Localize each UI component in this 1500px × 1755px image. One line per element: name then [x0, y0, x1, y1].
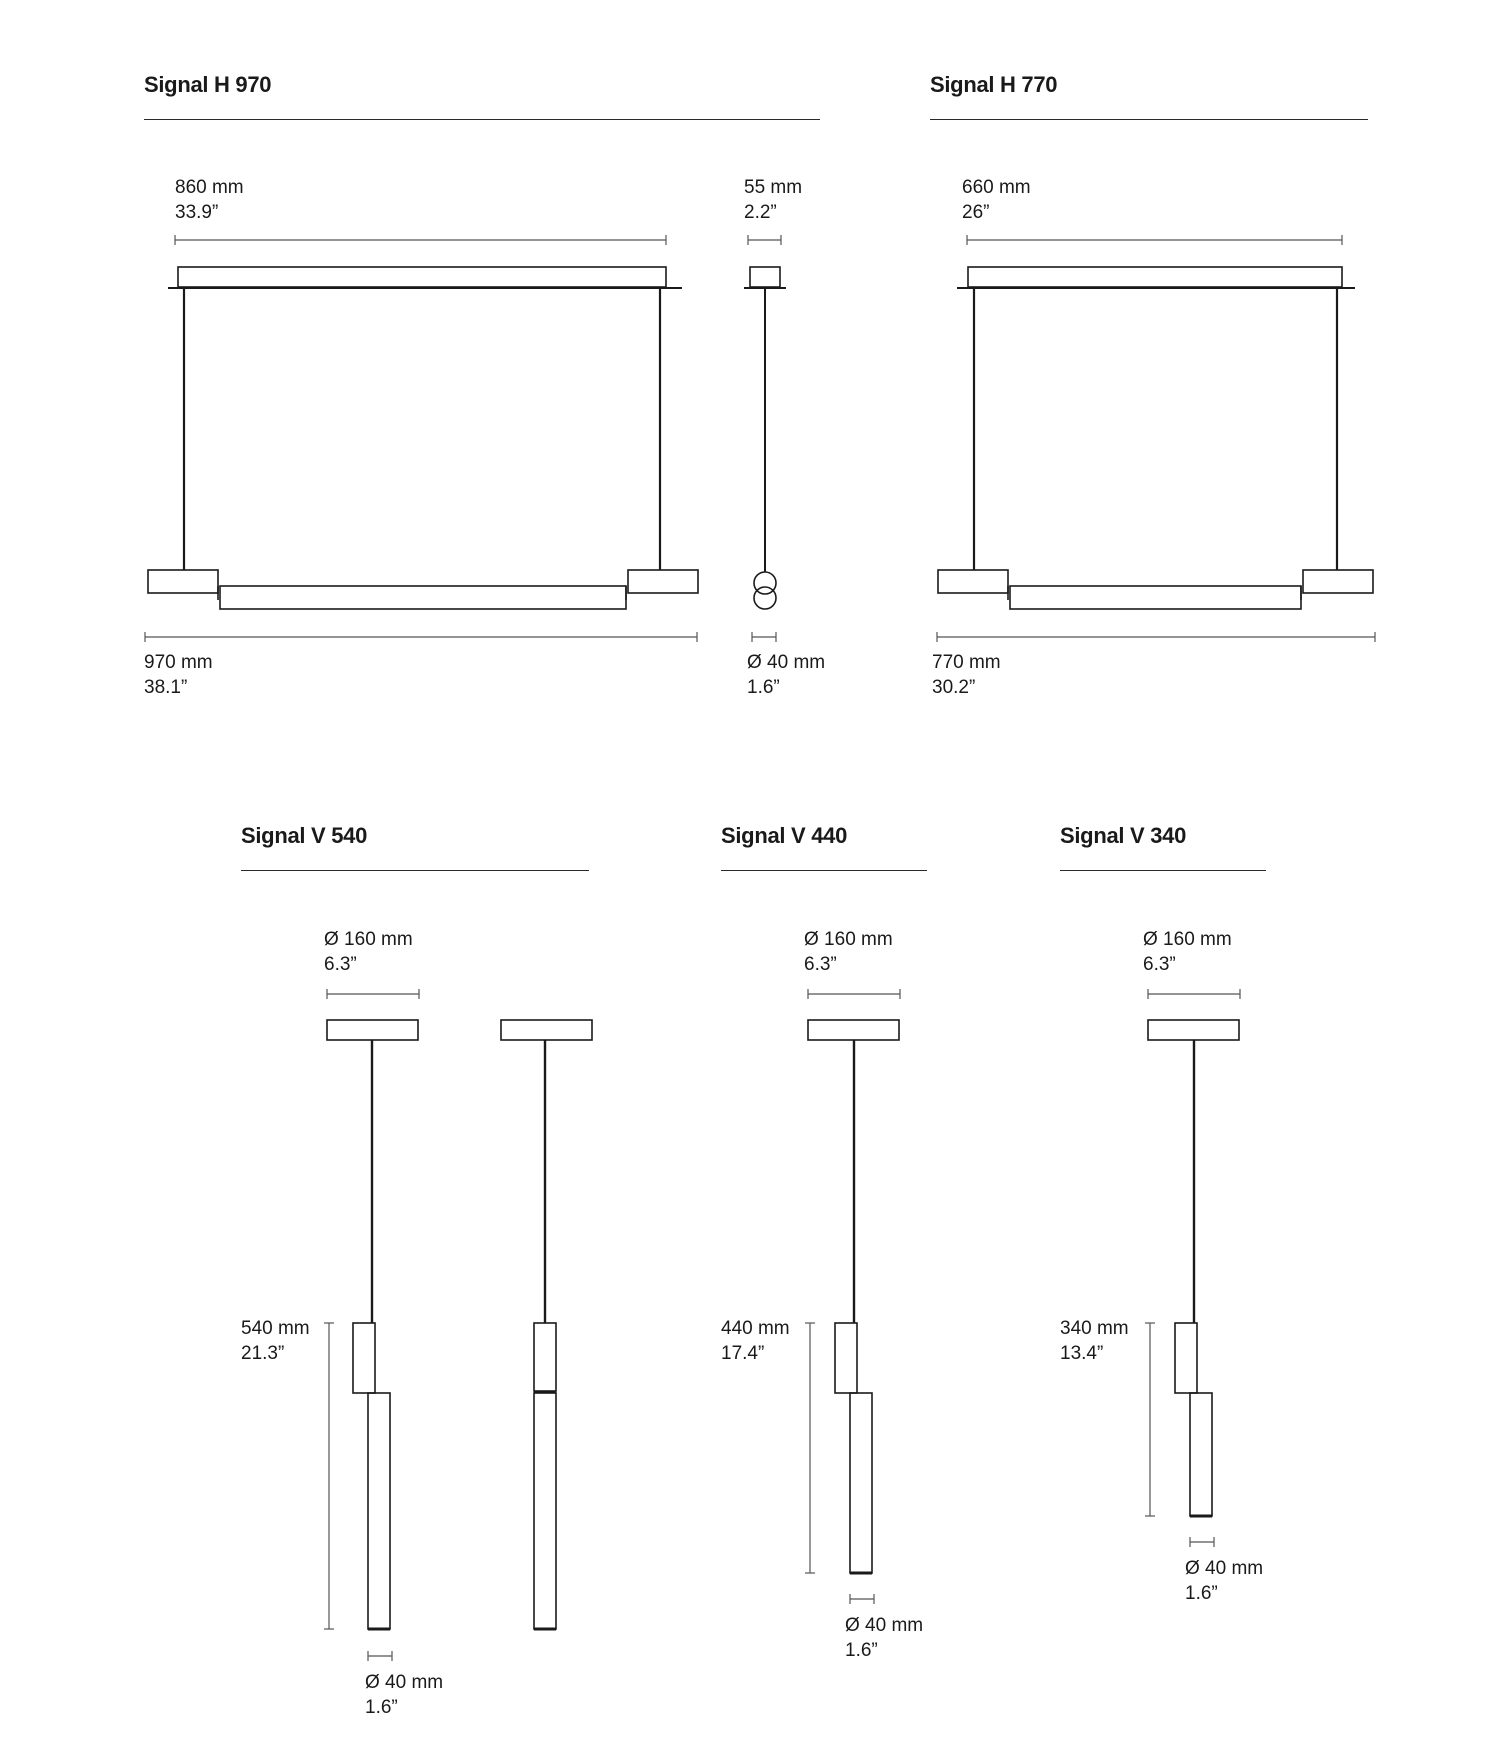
- dim-v340-diam-in: 1.6”: [1185, 1583, 1218, 1604]
- dim-v540-height-in: 21.3”: [241, 1343, 285, 1364]
- dim-h970-diam-mm: Ø 40 mm: [747, 652, 826, 673]
- v340-upper-segment: [1175, 1323, 1197, 1393]
- v440-upper-segment: [835, 1323, 857, 1393]
- dimline-v440-canopy: [808, 989, 900, 999]
- v340-lower-segment: [1190, 1393, 1212, 1516]
- v440-lower-segment: [850, 1393, 872, 1573]
- dim-h770-width-in: 26”: [962, 202, 990, 223]
- drawing-v440: [805, 989, 900, 1604]
- dimline-h970-diam: [752, 632, 776, 642]
- dim-h770-length-in: 30.2”: [932, 677, 976, 698]
- v540-upper-segment: [353, 1323, 375, 1393]
- dim-h770-width-mm: 660 mm: [962, 177, 1031, 198]
- dimline-v340-diam: [1190, 1537, 1214, 1547]
- dim-v340-height-in: 13.4”: [1060, 1343, 1104, 1364]
- drawing-v540-front: [324, 989, 419, 1661]
- dim-v540-height-mm: 540 mm: [241, 1318, 310, 1339]
- dimline-v340-height: [1145, 1323, 1155, 1516]
- dimline-v540-diam: [368, 1651, 392, 1661]
- dim-v340-canopy-mm: Ø 160 mm: [1143, 929, 1232, 950]
- title-v540: Signal V 540: [241, 823, 368, 848]
- v540-canopy: [327, 1020, 418, 1040]
- h970-end-right: [628, 570, 698, 593]
- dimline-h770-width: [967, 235, 1342, 245]
- v340-canopy: [1148, 1020, 1239, 1040]
- drawing-h770-front: [937, 235, 1375, 642]
- v540-side-upper: [534, 1323, 556, 1391]
- h970-tube: [220, 586, 626, 609]
- dim-v540-diam-mm: Ø 40 mm: [365, 1672, 444, 1693]
- h770-end-right: [1303, 570, 1373, 593]
- v440-canopy: [808, 1020, 899, 1040]
- v540-side-lower: [534, 1393, 556, 1629]
- h970-end-left: [148, 570, 218, 593]
- drawing-v540-side: [501, 1020, 592, 1629]
- v540-side-canopy: [501, 1020, 592, 1040]
- dim-h970-diam-in: 1.6”: [747, 677, 780, 698]
- dim-h970-width-in: 33.9”: [175, 202, 219, 223]
- dimline-h770-length: [937, 632, 1375, 642]
- h770-tube: [1010, 586, 1301, 609]
- dim-v340-diam-mm: Ø 40 mm: [1185, 1558, 1264, 1579]
- h970-canopy: [178, 267, 666, 287]
- dim-v540-canopy-in: 6.3”: [324, 954, 357, 975]
- v540-lower-segment: [368, 1393, 390, 1629]
- dim-h770-length-mm: 770 mm: [932, 652, 1001, 673]
- dimline-v540-canopy: [327, 989, 419, 999]
- title-v340: Signal V 340: [1060, 823, 1187, 848]
- dim-v440-canopy-mm: Ø 160 mm: [804, 929, 893, 950]
- dim-v440-diam-in: 1.6”: [845, 1640, 878, 1661]
- dim-h970-width-mm: 860 mm: [175, 177, 244, 198]
- drawing-v340: [1145, 989, 1240, 1547]
- dim-h970-length-in: 38.1”: [144, 677, 188, 698]
- title-v440: Signal V 440: [721, 823, 848, 848]
- drawing-h970-front: [145, 235, 698, 642]
- dimline-v340-canopy: [1148, 989, 1240, 999]
- dim-v340-canopy-in: 6.3”: [1143, 954, 1176, 975]
- title-h770: Signal H 770: [930, 72, 1058, 97]
- dim-v440-canopy-in: 6.3”: [804, 954, 837, 975]
- dim-v440-height-mm: 440 mm: [721, 1318, 790, 1339]
- dim-h970-depth-mm: 55 mm: [744, 177, 803, 198]
- dimline-v440-diam: [850, 1594, 874, 1604]
- dimline-h970-depth: [748, 235, 781, 245]
- h970-side-tube: [754, 587, 776, 609]
- dim-v540-diam-in: 1.6”: [365, 1697, 398, 1718]
- h770-canopy: [968, 267, 1342, 287]
- title-h970: Signal H 970: [144, 72, 272, 97]
- dim-v540-canopy-mm: Ø 160 mm: [324, 929, 413, 950]
- dim-v440-diam-mm: Ø 40 mm: [845, 1615, 924, 1636]
- dimline-h970-width: [175, 235, 666, 245]
- dim-v440-height-in: 17.4”: [721, 1343, 765, 1364]
- dimline-h970-length: [145, 632, 697, 642]
- dimline-v440-height: [805, 1323, 815, 1573]
- h770-end-left: [938, 570, 1008, 593]
- dim-v340-height-mm: 340 mm: [1060, 1318, 1129, 1339]
- dimline-v540-height: [324, 1323, 334, 1629]
- dim-h970-depth-in: 2.2”: [744, 202, 777, 223]
- dim-h970-length-mm: 970 mm: [144, 652, 213, 673]
- h970-side-canopy: [750, 267, 780, 287]
- drawing-h970-side: [744, 235, 786, 642]
